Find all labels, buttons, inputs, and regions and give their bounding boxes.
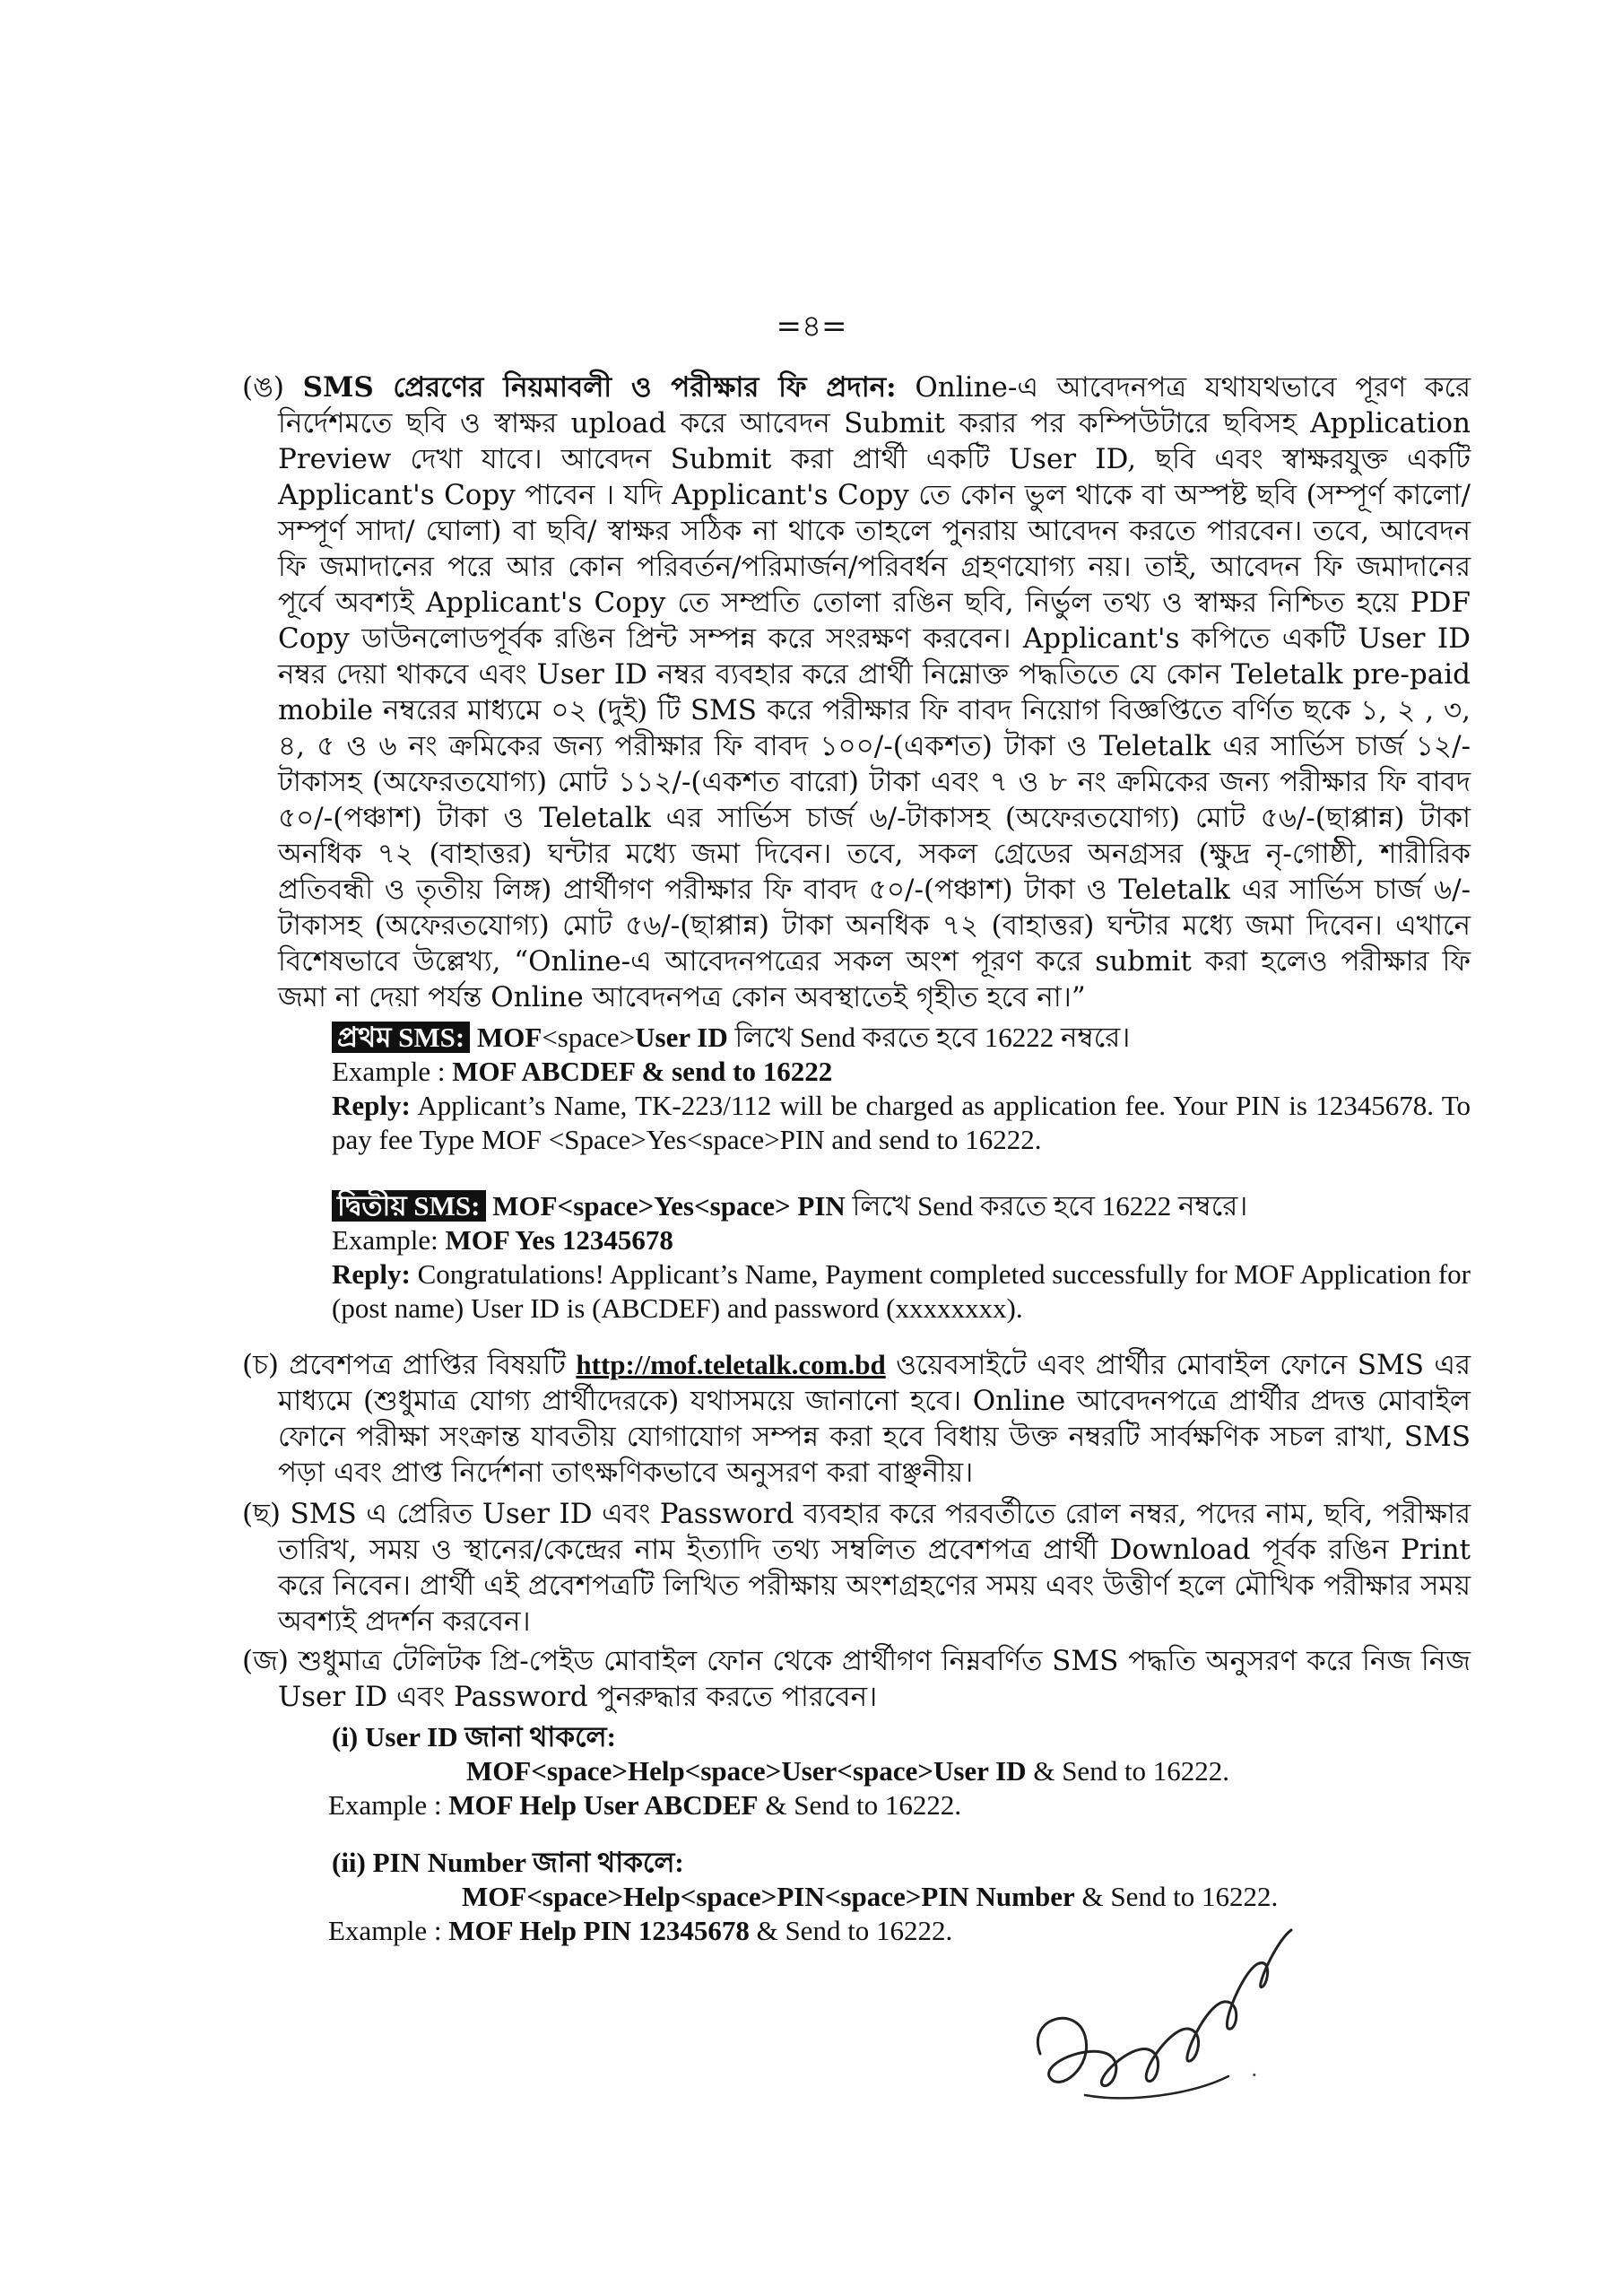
example-label: Example: [332,1224,446,1256]
sub-title-user-id: (i) User ID জানা থাকলে: [332,1721,616,1752]
reply-text: Congratulations! Applicant’s Name, Payment completed successfully for MOF Application for (post name) User ID is (ABCDEF) and password (xxxxxxxx). [332,1258,1471,1324]
first-sms-tag: প্রথম SMS: [332,1022,470,1053]
example-value: MOF Yes 12345678 [445,1224,673,1256]
page-number: =৪= [776,309,847,344]
reply-label: Reply: [332,1090,411,1121]
example-value: MOF ABCDEF & send to 16222 [452,1056,833,1087]
section-marker: (ছ) [242,1498,281,1530]
pin-recovery: (ii) PIN Number জানা থাকলে: MOF<space>Help<space>PIN<space>PIN Number & Send to 16222. Example : MOF Help PIN 12345678 & Send to 16222. [332,1846,1471,1948]
reply-label: Reply: [332,1258,411,1290]
first-sms-block: প্রথম SMS: MOF<space>User ID লিখে Send করতে হবে 16222 নম্বরে। Example : MOF ABCDEF & send to 16222 Reply: Applicant’s Name, TK-223/112 will be charged as application fee. Your PIN is 12345678. To pay fee Type MOF <Space>Yes<space>PIN and send to 16222. [332,1022,1471,1155]
second-sms-block: দ্বিতীয় SMS: MOF<space>Yes<space> PIN লিখে Send করতে হবে 16222 নম্বরে। Example: MOF Yes 12345678 Reply: Congratulations! Applicant’s Name, Payment completed successfully for MOF Application for (post name) User ID is (ABCDEF) and password (xxxxxxxx). [332,1190,1471,1324]
section-admit-card-download: (ছ) SMS এ প্রেরিত User ID এবং Password ব্যবহার করে পরবর্তীতে রোল নম্বর, পদের নাম, ছবি, পরীক্ষার তারিখ, সময় ও স্থানের/কেন্দ্রের নাম ইত্যাদি তথ্য সম্বলিত প্রবেশপত্র প্রার্থী Download পূর্বক রঙিন Print করে নিবেন। প্রার্থী এই প্রবেশপত্রটি লিখিত পরীক্ষায় অংশগ্রহণের সময় এবং উত্তীর্ণ হলে মৌখিক পরীক্ষার সময় অবশ্যই প্রদর্শন করবেন। [242,1498,1471,1638]
section-credential-recovery: (জ) শুধুমাত্র টেলিটক প্রি-পেইড মোবাইল ফোন থেকে প্রার্থীগণ নিম্নবর্ণিত SMS পদ্ধতি অনুসরণ করে নিজ নিজ User ID এবং Password পুনরুদ্ধার করতে পারবেন। [242,1645,1471,1713]
section-marker: (জ) [242,1645,289,1677]
section-admit-card-notice: (চ) প্রবেশপত্র প্রাপ্তির বিষয়টি http://mof.teletalk.com.bd ওয়েবসাইটে এবং প্রার্থীর মোবাইল ফোনে SMS এর মাধ্যমে (শুধুমাত্র যোগ্য প্রার্থীদেরকে) যথাসময়ে জানানো হবে। Online আবেদনপত্রে প্রার্থীর প্রদত্ত মোবাইল ফোনে পরীক্ষা সংক্রান্ত যাবতীয় যোগাযোগ সম্পন্ন করা হবে বিধায় উক্ত নম্বরটি সার্বক্ষণিক সচল রাখা, SMS পড়া এবং প্রাপ্ত নির্দেশনা তাৎক্ষণিকভাবে অনুসরণ করা বাঞ্ছনীয়। [242,1349,1471,1489]
user-id-recovery: (i) User ID জানা থাকলে: MOF<space>Help<space>User<space>User ID & Send to 16222. Example : MOF Help User ABCDEF & Send to 16222. [332,1720,1471,1822]
reply-text: Applicant’s Name, TK-223/112 will be charged as application fee. Your PIN is 12345678. To pay fee Type MOF <Space>Yes<space>PIN and send to 16222. [332,1090,1471,1155]
section-marker: (ঙ) [242,371,284,404]
sub-title-pin: (ii) PIN Number জানা থাকলে: [332,1847,684,1878]
section-marker: (চ) [242,1349,279,1381]
ink-mark: · [1251,2063,1258,2088]
second-sms-tag: দ্বিতীয় SMS: [332,1190,486,1222]
section-body: Online-এ আবেদনপত্র যথাযথভাবে পূরণ করে নির্দেশমতে ছবি ও স্বাক্ষর upload করে আবেদন Submit করার পর কম্পিউটারে ছবিসহ Application Preview দেখা যাবে। আবেদন Submit করা প্রার্থী একটি User ID, ছবি এবং স্বাক্ষরযুক্ত একটি Applicant's Copy পাবেন । যদি Applicant's Copy তে কোন ভুল থাকে বা অস্পষ্ট ছবি (সম্পূর্ণ কালো/ সম্পূর্ণ সাদা/ ঘোলা) বা ছবি/ স্বাক্ষর সঠিক না থাকে তাহলে পুনরায় আবেদন করতে পারবেন। তবে, আবেদন ফি জমাদানের পরে আর কোন পরিবর্তন/পরিমার্জন/পরিবর্ধন গ্রহণযোগ্য নয়। তাই, আবেদন ফি জমাদানের পূর্বে অবশ্যই Applicant's Copy তে সম্প্রতি তোলা রঙিন ছবি, নির্ভুল তথ্য ও স্বাক্ষর নিশ্চিত হয়ে PDF Copy ডাউনলোডপূর্বক রঙিন প্রিন্ট সম্পন্ন করে সংরক্ষণ করবেন। Applicant's কপিতে একটি User ID নম্বর দেয়া থাকবে এবং User ID নম্বর ব্যবহার করে প্রার্থী নিম্নোক্ত পদ্ধতিতে যে কোন Teletalk pre-paid mobile নম্বরের মাধ্যমে ০২ (দুই) টি SMS করে পরীক্ষার ফি বাবদ নিয়োগ বিজ্ঞপ্তিতে বর্ণিত ছকে ১, ২ , ৩, ৪, ৫ ও ৬ নং ক্রমিকের জন্য পরীক্ষার ফি বাবদ ১০০/-(একশত) টাকা ও Teletalk এর সার্ভিস চার্জ ১২/-টাকাসহ (অফেরতযোগ্য) মোট ১১২/-(একশত বারো) টাকা এবং ৭ ও ৮ নং ক্রমিকের জন্য পরীক্ষার ফি বাবদ ৫০/-(পঞ্চাশ) টাকা ও Teletalk এর সার্ভিস চার্জ ৬/-টাকাসহ (অফেরতযোগ্য) মোট ৫৬/-(ছাপ্পান্ন) টাকা অনধিক ৭২ (বাহাত্তর) ঘন্টার মধ্যে জমা দিবেন। তবে, সকল গ্রেডের অনগ্রসর (ক্ষুদ্র নৃ-গোষ্ঠী, শারীরিক প্রতিবন্ধী ও তৃতীয় লিঙ্গ) প্রার্থীগণ পরীক্ষার ফি বাবদ ৫০/-(পঞ্চাশ) টাকা ও Teletalk এর সার্ভিস চার্জ ৬/-টাকাসহ (অফেরতযোগ্য) মোট ৫৬/-(ছাপ্পান্ন) টাকা অনধিক ৭২ (বাহাত্তর) ঘন্টার মধ্যে জমা দিবেন। এখানে বিশেষভাবে উল্লেখ্য, “Online-এ আবেদনপত্রের সকল অংশ পূরণ করে submit করা হলেও পরীক্ষার ফি জমা না দেয়া পর্যন্ত Online আবেদনপত্র কোন অবস্থাতেই গৃহীত হবে না।” [278,371,1471,1013]
handwritten-signature-icon [1022,1919,1309,2117]
section-sms-rules [242,370,1471,1015]
example-label: Example : [332,1056,453,1087]
section-heading: SMS প্রেরণের নিয়মাবলী ও পরীক্ষার ফি প্রদান: [302,371,897,404]
teletalk-url-link[interactable]: http://mof.teletalk.com.bd [576,1349,886,1380]
